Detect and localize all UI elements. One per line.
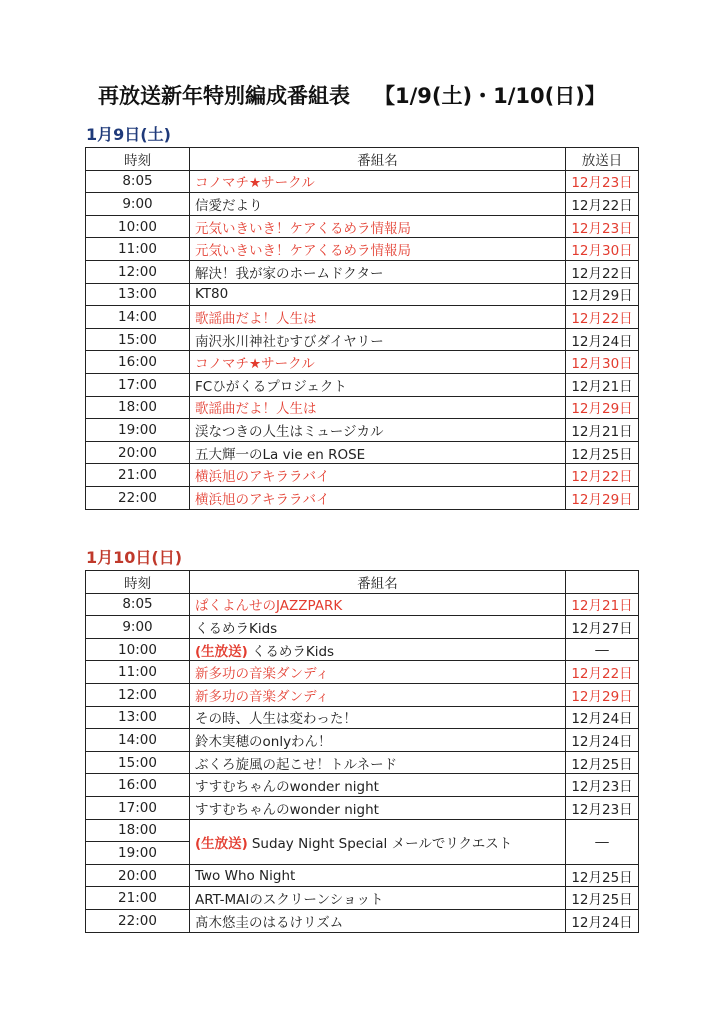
time-cell: 8:05	[86, 593, 190, 616]
table-row	[86, 193, 639, 216]
program-name: Suday Night Special メールでリクエスト	[251, 835, 513, 852]
program-name: 髙木悠圭のはるけリズム	[195, 914, 344, 931]
time-cell: 19:00	[86, 419, 190, 442]
table-row	[86, 683, 639, 706]
program-cell	[190, 441, 566, 464]
time-cell: 22:00	[86, 486, 190, 509]
table-row	[86, 638, 639, 661]
program-name: すすむちゃんのwonder night	[195, 801, 379, 818]
program-cell	[190, 661, 566, 684]
air-date-cell: 12月25日	[566, 887, 639, 910]
time-cell: 9:00	[86, 193, 190, 216]
time-cell: 17:00	[86, 796, 190, 819]
program-name: 横浜旭のアキララバイ	[195, 469, 330, 486]
program-name: 元気いきいき！ケアくるめラ情報局	[195, 243, 411, 260]
table-row	[86, 328, 639, 351]
program-name: すすむちゃんのwonder night	[195, 779, 379, 796]
air-date-cell: 12月30日	[566, 238, 639, 261]
table-row	[86, 796, 639, 819]
page-title	[98, 80, 658, 110]
time-cell: 22:00	[86, 909, 190, 932]
program-cell	[190, 215, 566, 238]
air-date-cell: 12月24日	[566, 909, 639, 932]
table-row	[86, 661, 639, 684]
air-date-cell: 12月24日	[566, 328, 639, 351]
program-name: その時、人生は変わった！	[195, 711, 357, 728]
program-cell	[190, 909, 566, 932]
time-cell: 15:00	[86, 751, 190, 774]
program-name: 歌謡曲だよ！人生は	[195, 401, 317, 418]
time-cell: 18:00	[86, 396, 190, 419]
time-cell: 21:00	[86, 887, 190, 910]
program-column-header: 番組名	[190, 148, 566, 171]
program-name: KT80	[195, 286, 229, 303]
table-row	[86, 419, 639, 442]
table-row	[86, 706, 639, 729]
date-column-header	[566, 571, 639, 594]
program-cell	[190, 328, 566, 351]
program-cell	[190, 729, 566, 752]
time-cell: 20:00	[86, 864, 190, 887]
air-date-cell: ―	[566, 819, 639, 864]
program-cell	[190, 193, 566, 216]
program-cell	[190, 373, 566, 396]
time-column-header: 時刻	[86, 148, 190, 171]
table-row	[86, 283, 639, 306]
time-cell: 10:00	[86, 215, 190, 238]
day1-heading: 1月9日(土)	[86, 125, 171, 144]
program-cell	[190, 486, 566, 509]
time-cell: 14:00	[86, 729, 190, 752]
live-broadcast-badge: (生放送)	[195, 643, 248, 660]
table-row	[86, 238, 639, 261]
air-date-cell: 12月30日	[566, 351, 639, 374]
program-name: 鈴木実穂のonlyわん！	[195, 733, 332, 750]
program-cell	[190, 351, 566, 374]
air-date-cell: 12月22日	[566, 260, 639, 283]
time-cell: 16:00	[86, 774, 190, 797]
program-name: 信愛だより	[195, 197, 263, 214]
air-date-cell: 12月29日	[566, 486, 639, 509]
air-date-cell: 12月27日	[566, 616, 639, 639]
air-date-cell: 12月21日	[566, 419, 639, 442]
table-row	[86, 351, 639, 374]
program-cell	[190, 638, 566, 661]
table-row	[86, 260, 639, 283]
table-row	[86, 215, 639, 238]
program-name: 解決！我が家のホームドクター	[195, 265, 384, 282]
air-date-cell: 12月23日	[566, 796, 639, 819]
table-row	[86, 864, 639, 887]
program-name: ぶくろ旋風の起こせ！トルネード	[195, 756, 398, 773]
time-cell: 12:00	[86, 683, 190, 706]
air-date-cell: 12月23日	[566, 170, 639, 193]
air-date-cell: 12月22日	[566, 464, 639, 487]
program-name: 横浜旭のアキララバイ	[195, 491, 330, 508]
air-date-cell: 12月29日	[566, 396, 639, 419]
program-cell	[190, 283, 566, 306]
air-date-cell: 12月24日	[566, 706, 639, 729]
program-cell	[190, 751, 566, 774]
program-cell	[190, 238, 566, 261]
air-date-cell: 12月23日	[566, 215, 639, 238]
program-name: コノマチ★サークル	[195, 175, 315, 192]
time-cell: 8:05	[86, 170, 190, 193]
program-cell	[190, 706, 566, 729]
air-date-cell: 12月25日	[566, 441, 639, 464]
table-row	[86, 486, 639, 509]
table-row	[86, 774, 639, 797]
live-broadcast-badge: (生放送)	[195, 835, 248, 852]
time-cell: 20:00	[86, 441, 190, 464]
program-cell	[190, 464, 566, 487]
program-cell	[190, 796, 566, 819]
time-cell: 21:00	[86, 464, 190, 487]
program-cell	[190, 306, 566, 329]
table-row	[86, 464, 639, 487]
table-row	[86, 396, 639, 419]
program-name: 新多功の音楽ダンディ	[195, 688, 330, 705]
program-cell	[190, 887, 566, 910]
time-column-header: 時刻	[86, 571, 190, 594]
day1-schedule-table	[85, 147, 639, 510]
air-date-cell: 12月21日	[566, 373, 639, 396]
program-cell	[190, 396, 566, 419]
time-cell: 17:00	[86, 373, 190, 396]
time-cell: 10:00	[86, 638, 190, 661]
program-cell	[190, 419, 566, 442]
program-cell	[190, 774, 566, 797]
program-name: 渓なつきの人生はミュージカル	[195, 423, 384, 440]
program-name: 元気いきいき！ケアくるめラ情報局	[195, 220, 411, 237]
air-date-cell: 12月25日	[566, 751, 639, 774]
date-column-header: 放送日	[566, 148, 639, 171]
program-name: 南沢氷川神社むすびダイヤリー	[195, 333, 384, 350]
time-cell: 18:00	[86, 819, 190, 842]
program-name: くるめラKids	[251, 643, 335, 660]
time-cell: 16:00	[86, 351, 190, 374]
program-name: コノマチ★サークル	[195, 356, 315, 373]
program-cell	[190, 616, 566, 639]
program-cell	[190, 260, 566, 283]
time-cell: 11:00	[86, 661, 190, 684]
date-range: 【1/9(土)・1/10(日)】	[374, 84, 606, 108]
program-cell	[190, 593, 566, 616]
program-cell	[190, 170, 566, 193]
table-row	[86, 441, 639, 464]
time-cell: 19:00	[86, 842, 190, 865]
table-row	[86, 887, 639, 910]
program-name: くるめラKids	[195, 620, 278, 637]
time-cell: 13:00	[86, 283, 190, 306]
time-cell: 9:00	[86, 616, 190, 639]
program-name: ぱくよんせのJAZZPARK	[195, 598, 343, 615]
program-name: 新多功の音楽ダンディ	[195, 666, 330, 683]
time-cell: 13:00	[86, 706, 190, 729]
table-row	[86, 373, 639, 396]
table-row	[86, 819, 639, 842]
program-name: FCひがくるプロジェクト	[195, 378, 347, 395]
time-cell: 11:00	[86, 238, 190, 261]
table-row	[86, 616, 639, 639]
day2-schedule-table	[85, 570, 639, 933]
air-date-cell: 12月24日	[566, 729, 639, 752]
table-row	[86, 909, 639, 932]
air-date-cell: 12月22日	[566, 661, 639, 684]
air-date-cell: ―	[566, 638, 639, 661]
program-cell	[190, 683, 566, 706]
program-cell	[190, 864, 566, 887]
air-date-cell: 12月29日	[566, 683, 639, 706]
table-row	[86, 170, 639, 193]
table-row	[86, 729, 639, 752]
air-date-cell: 12月21日	[566, 593, 639, 616]
table-row	[86, 751, 639, 774]
program-name: Two Who Night	[195, 867, 296, 884]
air-date-cell: 12月22日	[566, 193, 639, 216]
table-row	[86, 306, 639, 329]
program-name: ART-MAIのスクリーンショット	[195, 892, 384, 909]
program-name: 歌謡曲だよ！人生は	[195, 310, 317, 327]
time-cell: 15:00	[86, 328, 190, 351]
air-date-cell: 12月22日	[566, 306, 639, 329]
program-cell	[190, 819, 566, 864]
table-row	[86, 593, 639, 616]
time-cell: 12:00	[86, 260, 190, 283]
air-date-cell: 12月25日	[566, 864, 639, 887]
title-text: 再放送新年特別編成番組表	[98, 84, 350, 108]
day2-heading: 1月10日(日)	[86, 548, 183, 567]
program-column-header: 番組名	[190, 571, 566, 594]
air-date-cell: 12月23日	[566, 774, 639, 797]
table-header-row	[86, 571, 639, 594]
air-date-cell: 12月29日	[566, 283, 639, 306]
time-cell: 14:00	[86, 306, 190, 329]
program-name: 五大輝一のLa vie en ROSE	[195, 446, 366, 463]
table-header-row	[86, 148, 639, 171]
